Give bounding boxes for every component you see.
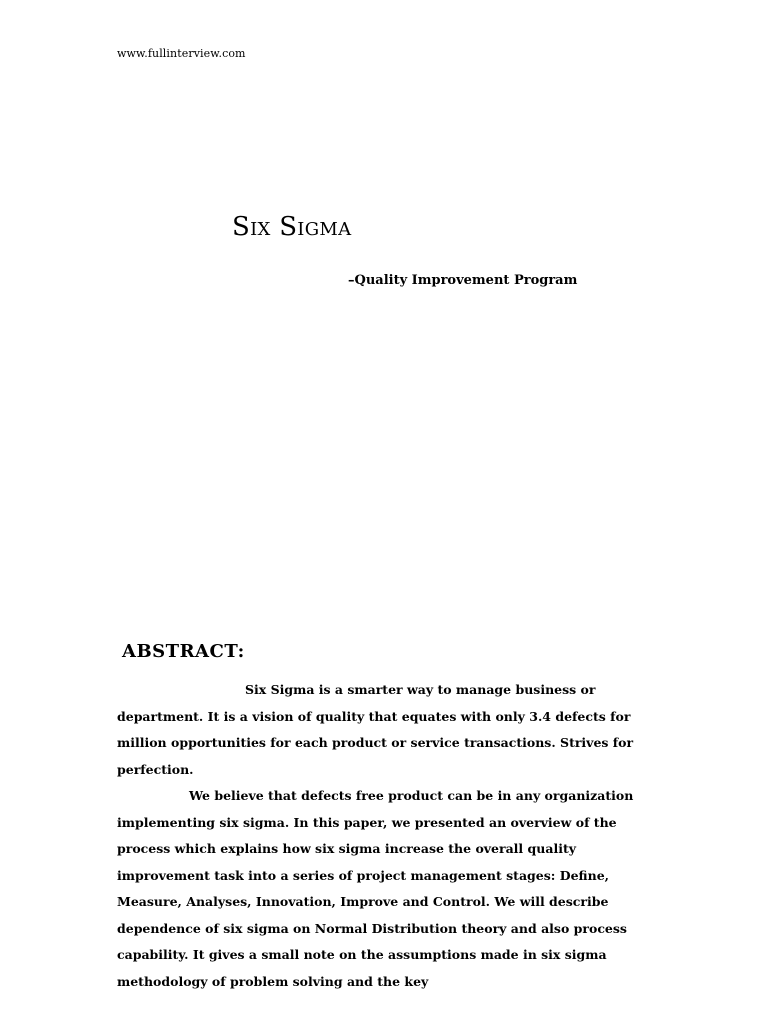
abstract-paragraph-2: We believe that defects free product can be in any organization implementing six sigma. In this paper, we presented an overview of the process which explains how six sigma increase the overall quality improvement task into a series of project management stages: Define, Measure, Analyses, Innovation, Improve and Control. We will describe dependence of six sigma on Normal Distribution theory and also process capability. It gives a small note on the assumptions made in six sigma methodology of problem solving and the key (117, 788, 634, 989)
abstract-paragraph-1: Six Sigma is a smarter way to manage business or department. It is a vision of quality that equates with only 3.4 defects for million opportunities for each product or service transactions. Strives for perfection. (117, 682, 634, 777)
abstract-body (117, 677, 657, 995)
document-subtitle: –Quality Improvement Program (348, 273, 578, 288)
abstract-heading: ABSTRACT: (122, 641, 245, 662)
document-title: Six Sigma (232, 212, 352, 242)
header-url: www.fullinterview.com (117, 47, 246, 60)
